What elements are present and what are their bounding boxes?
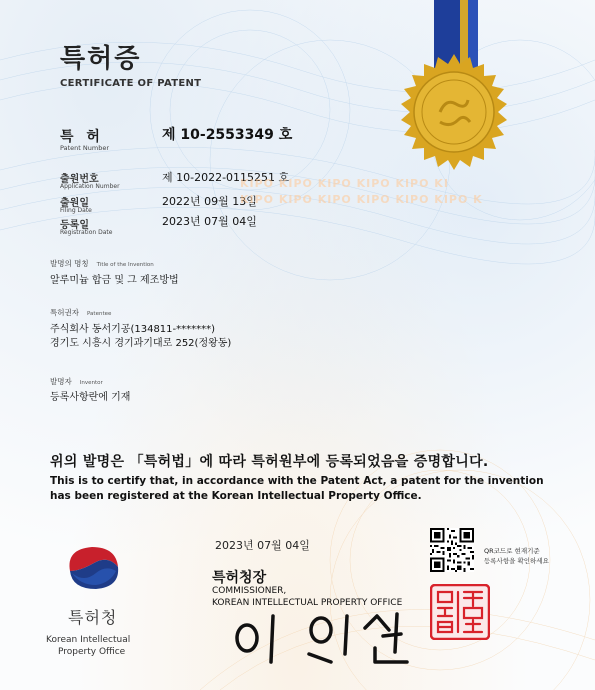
filing-date-label: 출원일 (60, 198, 89, 209)
kipo-logo-text-en-line1: Korean Intellectual (46, 635, 131, 645)
invention-title-value: 알루미늄 합금 및 그 제조방법 (50, 275, 179, 286)
patentee-label-ko: 특허권자 (50, 308, 79, 317)
kipo-logo-text-ko: 특허청 (68, 608, 118, 627)
patentee-name: 주식회사 동서기공(134811-*******) (50, 324, 216, 335)
invention-title-label-en: Title of the Invention (96, 262, 154, 268)
certificate-title: 특허증 (60, 44, 142, 74)
application-number-value: 제 10-2022-0115251 호 (162, 171, 290, 184)
registration-date-label: 등록일 (60, 220, 89, 231)
qr-note-line1: QR코드로 현재기준 (484, 547, 540, 555)
kipo-watermark (240, 176, 483, 208)
commissioner-title-en-line2: KOREAN INTELLECTUAL PROPERTY OFFICE (212, 598, 403, 608)
application-number-label: 출원번호 (60, 174, 99, 185)
patentee-address: 경기도 시흥시 경기과기대로 252(정왕동) (50, 338, 232, 349)
inventor-label-ko: 발명자 (50, 377, 72, 386)
patent-number-label-en: Patent Number (60, 144, 110, 152)
qr-note-line2: 등록사항을 확인하세요 (484, 557, 549, 565)
commissioner-title-en-line1: COMMISSIONER, (212, 586, 287, 596)
filing-date-label-en: Filing Date (60, 207, 92, 214)
kipo-watermark-row: KIPO KIPO KIPO KIPO KIPO KIPO K (240, 193, 483, 206)
kipo-logo-text-en-line2: Property Office (58, 647, 126, 657)
application-number-label-en: Application Number (60, 183, 120, 190)
declaration-ko: 위의 발명은 「특허법」에 따라 특허원부에 등록되었음을 증명합니다. (50, 454, 489, 470)
invention-title-label (50, 258, 154, 269)
inventor-label-en: Inventor (79, 380, 103, 386)
invention-title-label-ko: 발명의 명칭 (50, 259, 89, 268)
commissioner-signature (225, 608, 415, 668)
inventor-value: 등록사항란에 기재 (50, 392, 131, 403)
gold-seal-icon (394, 52, 514, 172)
filing-date-value: 2022년 09월 13일 (162, 195, 257, 208)
commissioner-title-ko: 특허청장 (212, 570, 267, 586)
qr-code-icon[interactable] (430, 528, 474, 572)
kipo-logo-icon (62, 543, 124, 591)
patentee-label-en: Patentee (86, 311, 112, 317)
issue-date: 2023년 07월 04일 (215, 539, 310, 552)
patent-number-label: 특 허 (60, 129, 104, 145)
registration-date-value: 2023년 07월 04일 (162, 215, 257, 228)
declaration-en: This is to certify that, in accordance with the Patent Act, a patent for the invention has been registered at the Korean Intellectual Property Office. (50, 475, 544, 502)
patent-number-value: 제 10-2553349 호 (162, 127, 293, 143)
official-stamp-icon (430, 584, 490, 640)
certificate-title-en: CERTIFICATE OF PATENT (60, 78, 202, 89)
inventor-label (50, 376, 103, 387)
patentee-label (50, 307, 111, 318)
kipo-watermark-row: KIPO KIPO KIPO KIPO KIPO KI (240, 177, 449, 190)
registration-date-label-en: Registration Date (60, 229, 113, 236)
qr-note (484, 546, 564, 566)
